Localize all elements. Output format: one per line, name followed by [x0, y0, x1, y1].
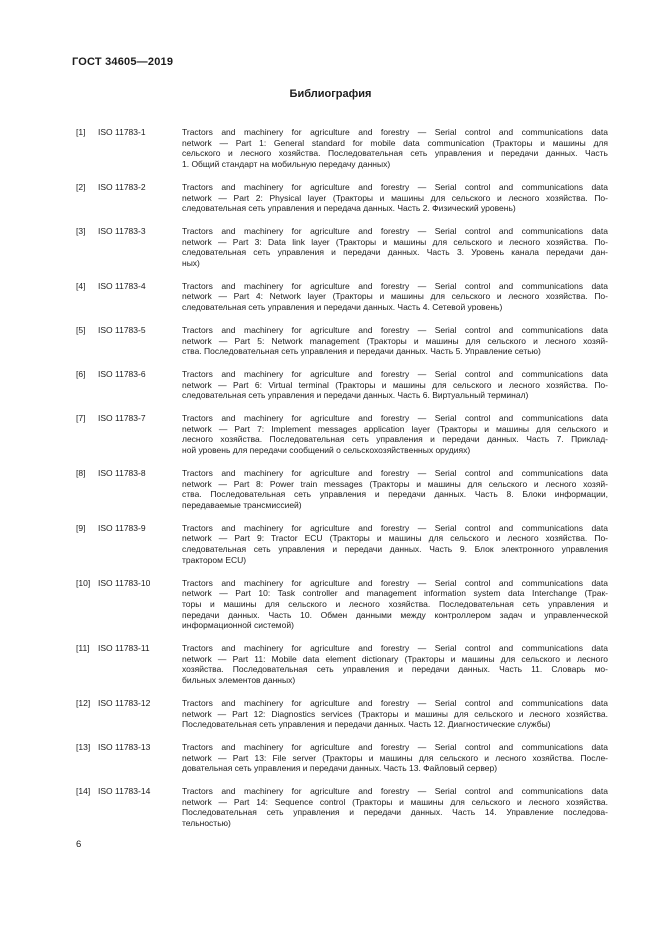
bibliography-entry	[76, 578, 608, 632]
entry-text	[182, 127, 608, 170]
entry-line: network — Part 6: Virtual terminal (Тракторы и машины для сельского и лесного хозяйства. По-	[182, 379, 608, 390]
entry-line: сельского и лесного хозяйства. Последовательная сеть управления и передачи данных. Часть	[182, 148, 608, 159]
bibliography-entry	[76, 413, 608, 456]
entry-line: ных)	[182, 258, 200, 269]
entry-line: ства. Последовательная сеть управления и передачи данных. Часть 5. Управление сетью)	[182, 346, 541, 357]
entry-ref-number: [2]	[76, 181, 86, 192]
entry-text	[182, 468, 608, 511]
entry-line: следовательная сеть управления и передачи данных. Часть 9. Блок электронного управления	[182, 544, 608, 555]
bibliography-entry	[76, 786, 608, 829]
entry-line: хозяйства. Последовательная сеть управления и передачи данных. Часть 11. Словарь мо-	[182, 664, 608, 675]
entry-line: network — Part 2: Physical layer (Тракторы и машины для сельского и лесного хозяйства. По-	[182, 192, 608, 203]
entry-line: network — Part 11: Mobile data element dictionary (Тракторы и машины для сельского и лесного	[182, 653, 608, 664]
bibliography-entry	[76, 698, 608, 730]
entry-line: торы и машины для сельского и лесного хозяйства. Последовательная сеть управления и	[182, 598, 608, 609]
bibliography-entry	[76, 643, 608, 686]
entry-line: Tractors and machinery for agriculture and forestry — Serial control and communications data	[182, 643, 608, 654]
entry-iso-code: ISO 11783-5	[98, 324, 146, 335]
entry-line: network — Part 5: Network management (Тракторы и машины для сельского и лесного хозяй-	[182, 335, 608, 346]
entry-line: передачи данных. Часть 10. Обмен данными между контроллером задач и управленческой	[182, 609, 608, 620]
entry-line: network — Part 9: Tractor ECU (Тракторы и машины для сельского и лесного хозяйства. По-	[182, 533, 608, 544]
bibliography-entry	[76, 742, 608, 774]
entry-text	[182, 182, 608, 214]
entry-line: Tractors and machinery for agriculture and forestry — Serial control and communications data	[182, 413, 608, 424]
entry-line: Tractors and machinery for agriculture and forestry — Serial control and communications data	[182, 522, 608, 533]
bibliography-entry	[76, 523, 608, 566]
entry-iso-code: ISO 11783-8	[98, 467, 146, 478]
entry-iso-code: ISO 11783-10	[98, 577, 151, 588]
bibliography-list	[76, 127, 608, 841]
entry-line: Последовательная сеть управления и передачи данных. Часть 14. Управление последова-	[182, 807, 608, 818]
entry-line: network — Part 14: Sequence control (Тракторы и машины для сельского и лесного хозяйства.	[182, 796, 608, 807]
entry-line: передаваемые трансмиссией)	[182, 499, 302, 510]
entry-text	[182, 523, 608, 566]
entry-line: лесного хозяйства. Последовательная сеть управления и передачи данных. Часть 7. Приклад-	[182, 434, 608, 445]
entry-line: Tractors and machinery for agriculture and forestry — Serial control and communications data	[182, 181, 608, 192]
bibliography-entry	[76, 127, 608, 170]
entry-line: Tractors and machinery for agriculture and forestry — Serial control and communications data	[182, 127, 608, 137]
entry-line: следовательная сеть управления и передачи данных. Часть 6. Виртуальный терминал)	[182, 390, 529, 401]
entry-line: следовательная сеть управления и передача данных. Часть 2. Физический уровень)	[182, 203, 516, 214]
entry-ref-number: [10]	[76, 577, 91, 588]
entry-line: ства. Последовательная сеть управления и передачи данных. Часть 8. Блоки информации,	[182, 489, 608, 500]
entry-iso-code: ISO 11783-7	[98, 413, 146, 424]
entry-iso-code: ISO 11783-4	[98, 280, 146, 291]
entry-ref-number: [1]	[76, 127, 86, 137]
entry-ref-number: [3]	[76, 225, 86, 236]
entry-iso-code: ISO 11783-6	[98, 368, 146, 379]
bibliography-entry	[76, 369, 608, 401]
entry-line: Tractors and machinery for agriculture and forestry — Serial control and communications data	[182, 280, 608, 291]
entry-line: бильных элементов данных)	[182, 675, 296, 686]
entry-line: ной уровень для передачи сообщений о сельскохозяйственных орудиях)	[182, 445, 471, 456]
entry-iso-code: ISO 11783-9	[98, 522, 146, 533]
entry-line: network — Part 7: Implement messages application layer (Тракторы и машины для сельского и	[182, 423, 608, 434]
entry-ref-number: [13]	[76, 741, 91, 752]
entry-line: Tractors and machinery for agriculture and forestry — Serial control and communications data	[182, 577, 608, 588]
entry-ref-number: [5]	[76, 324, 86, 335]
entry-text	[182, 643, 608, 686]
bibliography-entry	[76, 468, 608, 511]
entry-iso-code: ISO 11783-13	[98, 741, 151, 752]
bibliography-entry	[76, 182, 608, 214]
entry-ref-number: [8]	[76, 467, 86, 478]
bibliography-entry	[76, 281, 608, 313]
entry-line: Tractors and machinery for agriculture and forestry — Serial control and communications data	[182, 324, 608, 335]
entry-ref-number: [14]	[76, 786, 91, 797]
entry-line: Tractors and machinery for agriculture and forestry — Serial control and communications data	[182, 741, 608, 752]
bibliography-entry	[76, 226, 608, 269]
entry-line: довательная сеть управления и передачи данных. Часть 13. Файловый сервер)	[182, 763, 498, 774]
entry-line: network — Part 12: Diagnostics services (Тракторы и машины для сельского и лесного хозяйства.	[182, 708, 608, 719]
entry-ref-number: [6]	[76, 368, 86, 379]
entry-line: network — Part 10: Task controller and management information system data Interchange (Трак-	[182, 588, 608, 599]
entry-line: network — Part 4: Network layer (Тракторы и машины для сельского и лесного хозяйства. По-	[182, 291, 608, 302]
entry-ref-number: [7]	[76, 413, 86, 424]
entry-line: 1. Общий стандарт на мобильную передачу данных)	[182, 159, 391, 170]
entry-line: network — Part 13: File server (Тракторы и машины для сельского и лесного хозяйства. После-	[182, 752, 608, 763]
entry-text	[182, 226, 608, 269]
entry-iso-code: ISO 11783-12	[98, 697, 151, 708]
entry-iso-code: ISO 11783-14	[98, 786, 151, 797]
entry-iso-code: ISO 11783-11	[98, 643, 150, 654]
entry-text	[182, 698, 608, 730]
entry-line: тельностью)	[182, 818, 231, 829]
page-number: 6	[76, 839, 82, 850]
entry-text	[182, 281, 608, 313]
entry-line: network — Part 3: Data link layer (Тракторы и машины для сельского и лесного хозяйства. По-	[182, 236, 608, 247]
entry-text	[182, 413, 608, 456]
entry-line: трактором ECU)	[182, 554, 247, 565]
entry-text	[182, 325, 608, 357]
entry-iso-code: ISO 11783-3	[98, 225, 146, 236]
entry-text	[182, 786, 608, 829]
entry-iso-code: ISO 11783-1	[98, 127, 146, 137]
entry-line: Последовательная сеть управления и передачи данных. Часть 12. Диагностические службы)	[182, 719, 551, 730]
entry-line: network — Part 8: Power train messages (Тракторы и машины для сельского и лесного хозяй-	[182, 478, 608, 489]
entry-line: информационной системой)	[182, 620, 294, 631]
entry-line: следовательная сеть управления и передачи данных. Часть 4. Сетевой уровень)	[182, 302, 503, 313]
entry-line: Tractors and machinery for agriculture and forestry — Serial control and communications data	[182, 467, 608, 478]
entry-ref-number: [12]	[76, 697, 91, 708]
entry-iso-code: ISO 11783-2	[98, 181, 146, 192]
entry-line: network — Part 1: General standard for mobile data communication (Тракторы и машины для	[182, 137, 608, 148]
entry-line: следовательная сеть управления и передачи данных. Часть 3. Уровень канала передачи дан-	[182, 247, 608, 258]
entry-ref-number: [4]	[76, 280, 86, 291]
entry-line: Tractors and machinery for agriculture and forestry — Serial control and communications data	[182, 225, 608, 236]
entry-ref-number: [11]	[76, 643, 90, 654]
entry-line: Tractors and machinery for agriculture and forestry — Serial control and communications data	[182, 786, 608, 797]
page-title: Библиография	[289, 88, 372, 100]
entry-text	[182, 578, 608, 632]
entry-text	[182, 369, 608, 401]
document-code: ГОСТ 34605—2019	[72, 56, 174, 68]
entry-line: Tractors and machinery for agriculture and forestry — Serial control and communications data	[182, 368, 608, 379]
bibliography-entry	[76, 325, 608, 357]
entry-text	[182, 742, 608, 774]
entry-line: Tractors and machinery for agriculture and forestry — Serial control and communications data	[182, 697, 608, 708]
entry-ref-number: [9]	[76, 522, 86, 533]
